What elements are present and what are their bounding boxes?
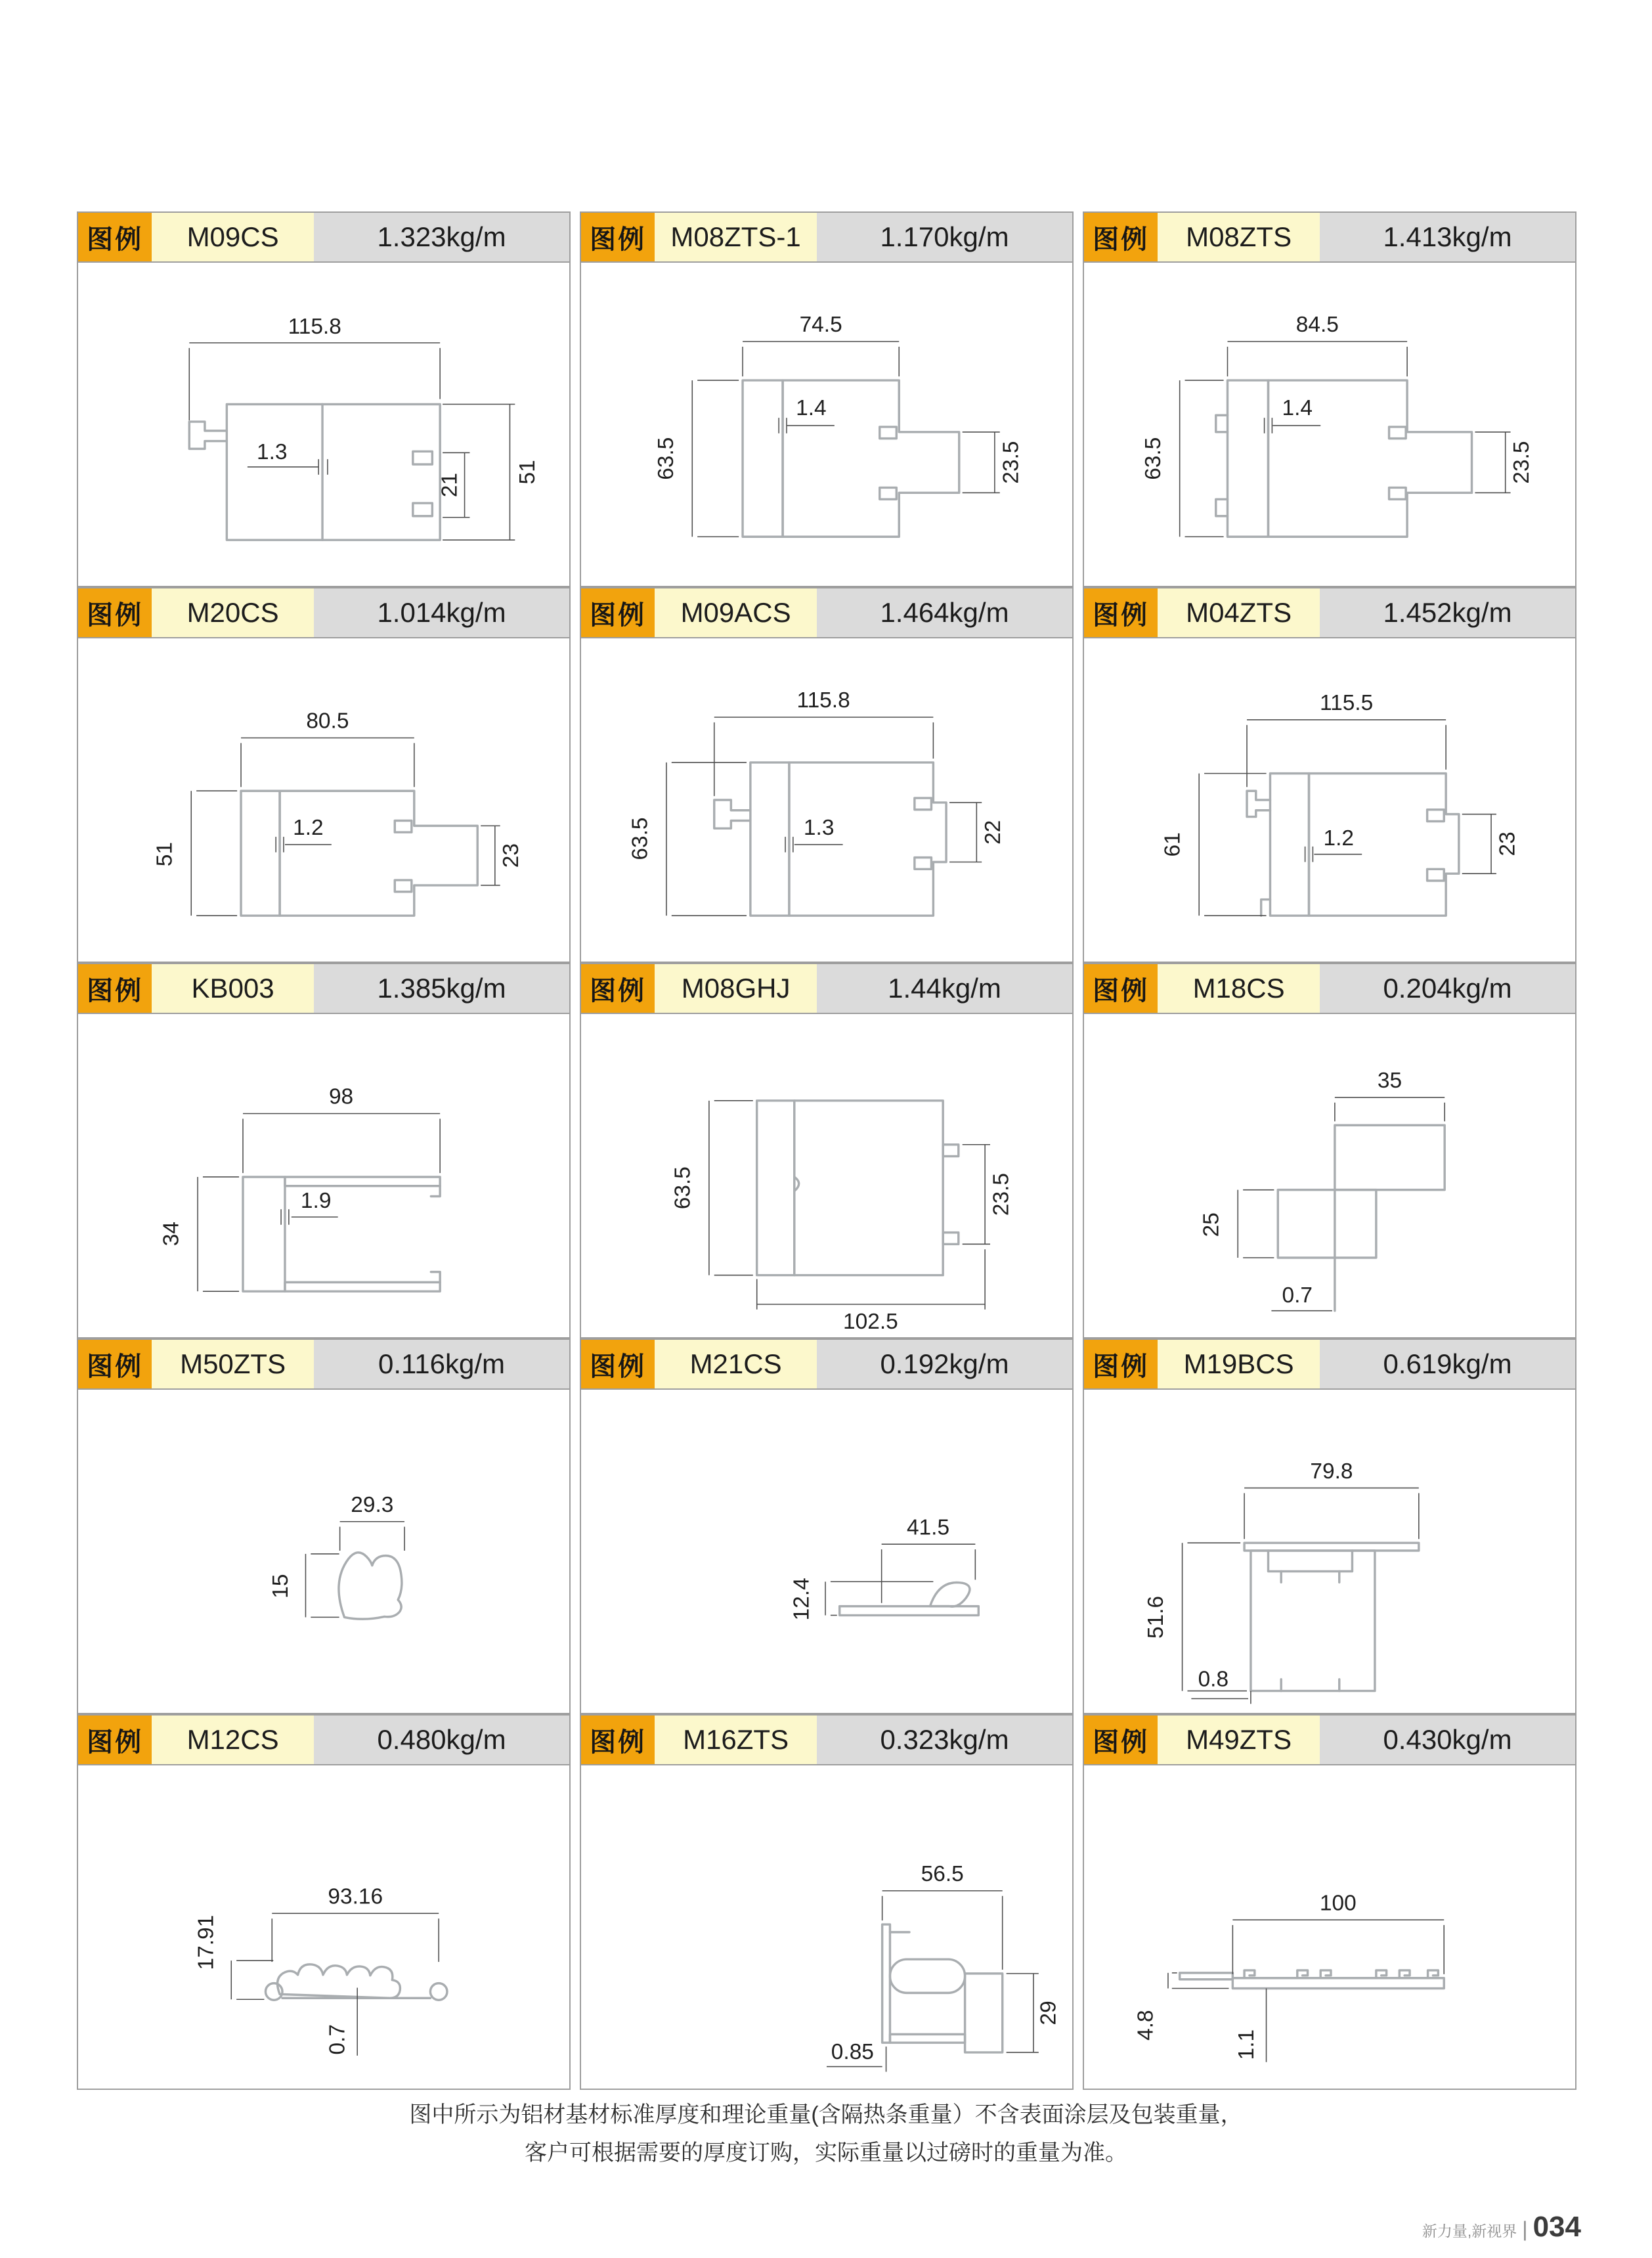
dim-label: 51 (515, 460, 540, 485)
dim-label: 21 (437, 472, 462, 498)
dimension-lines (1238, 1097, 1445, 1311)
profile-card-m09cs (77, 211, 571, 587)
card-header (78, 588, 569, 637)
dim-label: 79.8 (1310, 1459, 1353, 1484)
profile-outline (265, 1964, 447, 2000)
dim-label: 115.8 (288, 315, 341, 340)
profile-drawing (78, 638, 569, 962)
card-body (581, 1388, 1072, 1713)
dim-label: 115.8 (796, 688, 850, 713)
profile-card-m08zts-1 (580, 211, 1074, 587)
legend-label: 图例 (581, 588, 655, 637)
dim-label: 74.5 (799, 313, 842, 338)
profile-outline (743, 380, 959, 537)
dim-label: 34 (159, 1221, 184, 1247)
dim-label: 1.2 (1323, 826, 1355, 851)
legend-label: 图例 (581, 964, 655, 1013)
dim-label: 23.5 (1510, 441, 1534, 484)
dim-label: 0.7 (1282, 1283, 1313, 1308)
legend-label: 图例 (1084, 964, 1158, 1013)
dim-label: 63.5 (628, 817, 653, 860)
dim-label: 115.5 (1319, 691, 1374, 716)
profile-weight: 1.452kg/m (1320, 588, 1575, 637)
profile-code: M49ZTS (1158, 1716, 1320, 1764)
card-header (1084, 1716, 1575, 1764)
profile-weight: 0.323kg/m (817, 1716, 1072, 1764)
profile-outline (241, 791, 477, 916)
profile-weight: 1.44kg/m (817, 964, 1072, 1013)
profile-weight: 1.014kg/m (314, 588, 569, 637)
dim-label: 1.4 (1282, 396, 1313, 421)
profile-card-m19bcs (1083, 1339, 1576, 1714)
profile-weight: 1.170kg/m (817, 213, 1072, 261)
profile-card-m04zts (1083, 587, 1576, 963)
profile-card-m08ghj (580, 963, 1074, 1339)
dim-label: 12.4 (789, 1578, 814, 1621)
dim-label: 35 (1377, 1069, 1402, 1094)
profile-drawing (581, 638, 1072, 962)
profile-weight: 1.464kg/m (817, 588, 1072, 637)
profile-outline (243, 1177, 440, 1291)
dim-label: 1.9 (300, 1189, 332, 1214)
profile-code: M50ZTS (152, 1340, 314, 1388)
profile-weight: 0.480kg/m (314, 1716, 569, 1764)
legend-label: 图例 (78, 213, 152, 261)
card-header (581, 1716, 1072, 1764)
legend-label: 图例 (1084, 213, 1158, 261)
dim-label: 29.3 (351, 1492, 394, 1517)
profile-card-m49zts (1083, 1714, 1576, 2090)
profile-weight: 0.430kg/m (1320, 1716, 1575, 1764)
dim-label: 25 (1199, 1212, 1224, 1237)
card-body (581, 1764, 1072, 2089)
dimension-lines (709, 1101, 990, 1310)
profile-outline (1244, 1543, 1419, 1691)
profile-code: M08ZTS-1 (655, 213, 817, 261)
profile-code: M09ACS (655, 588, 817, 637)
dimension-lines (1199, 720, 1496, 916)
dim-label: 23.5 (999, 441, 1024, 484)
card-body (581, 637, 1072, 962)
profile-card-kb003 (77, 963, 571, 1339)
page-number: 034 (1532, 2211, 1581, 2243)
profile-code: M21CS (655, 1340, 817, 1388)
profile-card-m21cs (580, 1339, 1074, 1714)
profile-code: KB003 (152, 964, 314, 1013)
profile-drawing (1084, 1390, 1575, 1713)
profile-card-m12cs (77, 1714, 571, 2090)
legend-label: 图例 (78, 964, 152, 1013)
profile-code: M16ZTS (655, 1716, 817, 1764)
legend-label: 图例 (1084, 1716, 1158, 1764)
card-header (1084, 964, 1575, 1013)
profile-drawing (1084, 263, 1575, 586)
dim-label: 15 (268, 1574, 293, 1599)
legend-label: 图例 (581, 1716, 655, 1764)
card-header (78, 1716, 569, 1764)
card-header (78, 213, 569, 261)
profile-weight: 1.385kg/m (314, 964, 569, 1013)
card-header (581, 588, 1072, 637)
dim-label: 56.5 (921, 1862, 964, 1887)
dim-label: 63.5 (653, 437, 678, 480)
dim-label: 1.3 (803, 816, 835, 841)
dim-label: 63.5 (1141, 437, 1166, 480)
profile-drawing (581, 1390, 1072, 1713)
dim-label: 41.5 (906, 1515, 950, 1540)
legend-label: 图例 (78, 1716, 152, 1764)
profile-drawing (581, 263, 1072, 586)
dim-label: 1.2 (293, 816, 324, 841)
legend-label: 图例 (78, 1340, 152, 1388)
profile-card-m16zts (580, 1714, 1074, 2090)
profile-outline (1180, 1970, 1445, 1989)
card-header (1084, 588, 1575, 637)
profile-outline (339, 1553, 402, 1619)
dim-label: 17.91 (194, 1915, 219, 1970)
card-body (78, 1388, 569, 1713)
card-header (1084, 213, 1575, 261)
profile-code: M08GHJ (655, 964, 817, 1013)
profile-outline (757, 1101, 959, 1275)
dim-label: 0.7 (325, 2024, 350, 2055)
profile-outline (840, 1582, 979, 1615)
profile-code: M12CS (152, 1716, 314, 1764)
legend-label: 图例 (581, 1340, 655, 1388)
profile-card-m20cs (77, 587, 571, 963)
card-header (581, 964, 1072, 1013)
card-header (581, 213, 1072, 261)
footnote (0, 2096, 1652, 2173)
profile-card-m08zts (1083, 211, 1576, 587)
card-body (78, 637, 569, 962)
dimension-lines (305, 1522, 404, 1618)
dim-label: 63.5 (670, 1166, 695, 1210)
profile-drawing (78, 263, 569, 586)
dim-label: 0.85 (831, 2039, 874, 2064)
card-body (78, 1764, 569, 2089)
profile-weight: 1.413kg/m (1320, 213, 1575, 261)
card-body (78, 1013, 569, 1337)
card-header (78, 964, 569, 1013)
dimension-lines (189, 343, 515, 540)
dim-label: 102.5 (843, 1310, 898, 1335)
dim-label: 0.8 (1198, 1667, 1229, 1692)
legend-label: 图例 (581, 213, 655, 261)
dim-label: 51 (152, 842, 177, 867)
dim-label: 100 (1319, 1891, 1357, 1916)
profile-card-m09acs (580, 587, 1074, 963)
dim-label: 29 (1036, 2001, 1061, 2026)
profile-drawing (581, 1765, 1072, 2089)
card-body (581, 261, 1072, 586)
profile-outline (882, 1924, 1003, 2052)
dim-label: 1.1 (1234, 2029, 1259, 2060)
dimension-lines (825, 1544, 975, 1615)
catalog-sheet (77, 211, 1576, 2090)
profile-drawing (581, 1014, 1072, 1337)
dim-label: 4.8 (1133, 2010, 1158, 2041)
dim-label: 61 (1160, 832, 1185, 857)
dimension-lines (1168, 1920, 1444, 2062)
profile-code: M09CS (152, 213, 314, 261)
footer-divider: | (1522, 2217, 1528, 2241)
profile-weight: 0.192kg/m (817, 1340, 1072, 1388)
brand-slogan: 新力量,新视界 (1422, 2223, 1517, 2240)
card-body (1084, 1764, 1575, 2089)
profile-weight: 0.116kg/m (314, 1340, 569, 1388)
legend-label: 图例 (1084, 1340, 1158, 1388)
profile-grid (77, 211, 1576, 2090)
profile-drawing (78, 1014, 569, 1337)
card-body (1084, 1388, 1575, 1713)
card-body (1084, 637, 1575, 962)
profile-code: M18CS (1158, 964, 1320, 1013)
profile-drawing (78, 1390, 569, 1713)
dim-label: 1.3 (257, 440, 288, 465)
dimension-lines (1180, 342, 1511, 537)
footnote-line-2: 客户可根据需要的厚度订购，实际重量以过磅时的重量为准。 (525, 2140, 1127, 2165)
card-body (1084, 1013, 1575, 1337)
dim-label: 1.4 (796, 396, 827, 421)
dim-label: 23 (499, 843, 524, 868)
profile-outline (1216, 380, 1472, 537)
profile-drawing (1084, 638, 1575, 962)
legend-label: 图例 (78, 588, 152, 637)
profile-code: M19BCS (1158, 1340, 1320, 1388)
profile-card-m18cs (1083, 963, 1576, 1339)
card-body (581, 1013, 1072, 1337)
profile-card-m50zts (77, 1339, 571, 1714)
profile-weight: 0.204kg/m (1320, 964, 1575, 1013)
page-footer (1422, 2211, 1581, 2244)
dim-label: 80.5 (306, 709, 349, 734)
profile-drawing (78, 1765, 569, 2089)
dim-label: 51.6 (1144, 1595, 1169, 1639)
card-header (581, 1340, 1072, 1388)
profile-outline (189, 404, 440, 540)
profile-code: M08ZTS (1158, 213, 1320, 261)
legend-label: 图例 (1084, 588, 1158, 637)
card-header (1084, 1340, 1575, 1388)
dim-label: 84.5 (1295, 313, 1339, 338)
profile-weight: 1.323kg/m (314, 213, 569, 261)
card-header (78, 1340, 569, 1388)
dim-label: 98 (328, 1084, 354, 1109)
dimension-lines (692, 342, 999, 537)
profile-code: M20CS (152, 588, 314, 637)
dim-label: 22 (980, 820, 1005, 845)
dim-label: 23 (1495, 831, 1520, 856)
profile-code: M04ZTS (1158, 588, 1320, 637)
profile-weight: 0.619kg/m (1320, 1340, 1575, 1388)
dim-label: 93.16 (328, 1884, 383, 1909)
card-body (78, 261, 569, 586)
profile-drawing (1084, 1765, 1575, 2089)
card-body (1084, 261, 1575, 586)
profile-drawing (1084, 1014, 1575, 1337)
dim-label: 23.5 (989, 1172, 1014, 1216)
footnote-line-1: 图中所示为铝材基材标准厚度和理论重量(含隔热条重量）不含表面涂层及包装重量， (409, 2102, 1243, 2127)
